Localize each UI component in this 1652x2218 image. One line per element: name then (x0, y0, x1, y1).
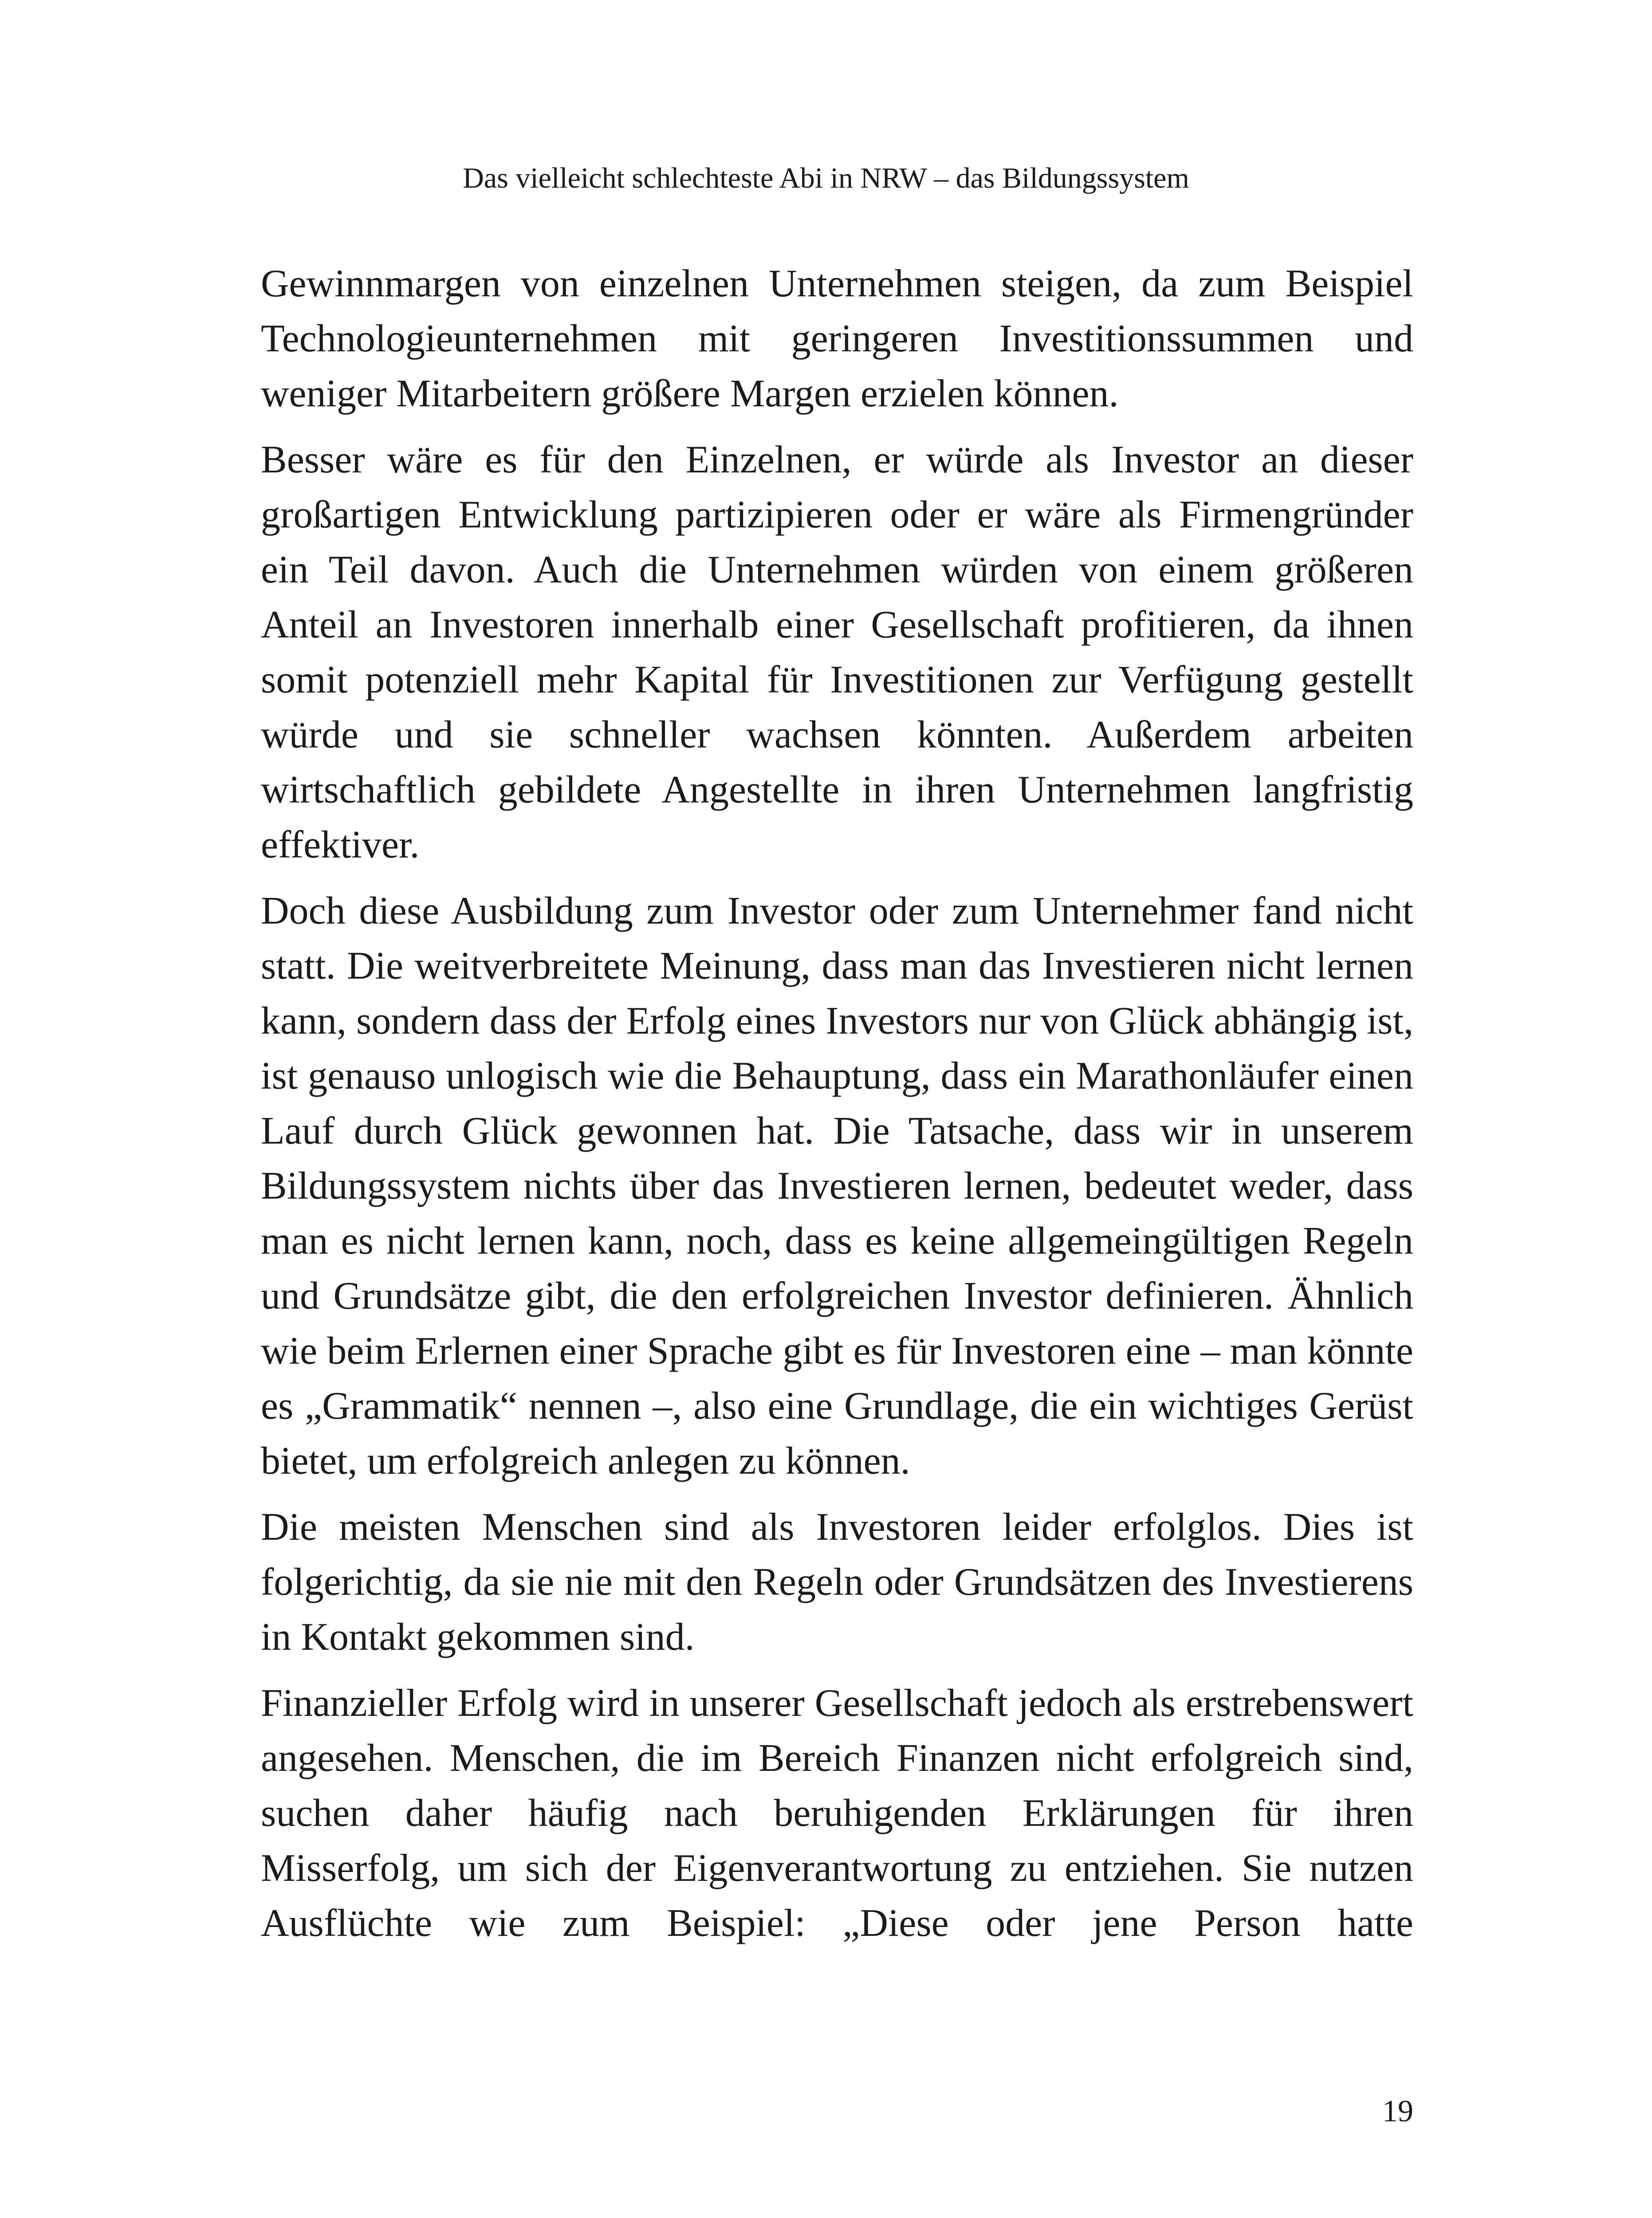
paragraph: Finanzieller Erfolg wird in unserer Gesellschaft jedoch als erstrebenswert angesehen. Menschen, die im Bereich Finanzen nicht erfolgreich sind, suchen daher häufig nach beruhigenden Erklärungen für ihren Misserfolg, um sich der Eigenverantwortung zu entziehen. Sie nutzen Ausflüchte wie zum Beispiel: „Diese oder jene Person hatte (261, 1682, 1413, 1945)
paragraph: Die meisten Menschen sind als Investoren leider erfolglos. Dies ist folgerichtig, da sie nie mit den Regeln oder Grundsätzen des Investierens in Kontakt gekommen sind. (261, 1506, 1413, 1659)
body-text (261, 256, 1413, 1951)
paragraph: Besser wäre es für den Einzelnen, er würde als Investor an dieser großartigen Entwicklung partizipieren oder er wäre als Firmengründer ein Teil davon. Auch die Unternehmen würden von einem größeren Anteil an Investoren innerhalb einer Gesellschaft profitieren, da ihnen somit potenziell mehr Kapital für Investitionen zur Verfügung gestellt würde und sie schneller wachsen könnten. Außerdem arbeiten wirtschaftlich gebildete Angestellte in ihren Unternehmen langfristig effektiver. (261, 438, 1413, 866)
page-number: 19 (1382, 2094, 1413, 2128)
running-header: Das vielleicht schlechteste Abi in NRW – das Bildungssystem (463, 162, 1189, 194)
paragraph: Gewinnmargen von einzelnen Unternehmen steigen, da zum Beispiel Technologieunternehmen mit geringeren Investitionssummen und weniger Mitarbeitern größere Margen erzielen können. (261, 262, 1413, 415)
paragraph: Doch diese Ausbildung zum Investor oder zum Unternehmer fand nicht statt. Die weitverbreitete Meinung, dass man das Investieren nicht lernen kann, sondern dass der Erfolg eines Investors nur von Glück abhängig ist, ist genauso unlogisch wie die Behauptung, dass ein Marathonläufer einen Lauf durch Glück gewonnen hat. Die Tatsache, dass wir in unserem Bildungssystem nichts über das Investieren lernen, bedeutet weder, dass man es nicht lernen kann, noch, dass es keine allgemeingültigen Regeln und Grundsätze gibt, die den erfolgreichen Investor definieren. Ähnlich wie beim Erlernen einer Sprache gibt es für Investoren eine – man könnte es „Grammatik“ nennen –, also eine Grundlage, die ein wichtiges Gerüst bietet, um erfolgreich anlegen zu können. (261, 889, 1413, 1483)
